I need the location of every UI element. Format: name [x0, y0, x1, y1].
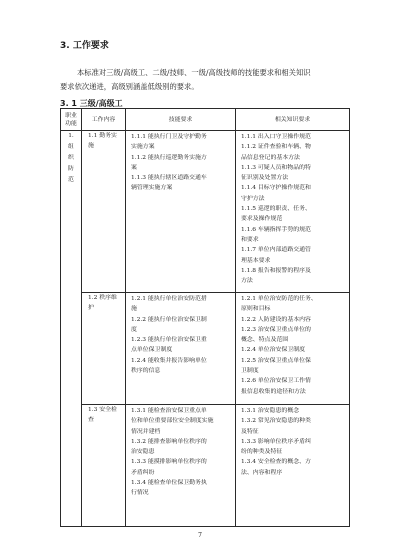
cell-line: 1.1.1 出入口守卫操作规范	[241, 134, 311, 140]
subsection-heading: 3. 1 三级/高级工	[60, 99, 123, 108]
cell-line: 原则和目标	[241, 306, 271, 313]
cell-line: 纷的种类及特征	[241, 449, 283, 456]
cell-line: 1.2.1 单位治安防范的任务、	[241, 296, 317, 302]
work-content: 1.3 安全检查	[88, 407, 117, 424]
cell-line: 理基本要求	[241, 257, 271, 264]
function-cell	[61, 131, 82, 527]
knowledge-list	[236, 131, 349, 287]
table-row	[61, 131, 350, 293]
cell-line: 1.2.3 能执行单位治安保卫重	[131, 337, 207, 344]
header-skills: 技能要求	[126, 109, 236, 131]
work-content: 1.1 勤务实施	[88, 133, 117, 150]
cell-line: 1.1.7 单位内部道路交通管	[241, 247, 311, 254]
cell-line: 及特征	[241, 428, 259, 435]
cell-line: 1.1.5 巡逻的职责、任务、	[241, 206, 311, 213]
intro-paragraph-line-1: 本标准对三级/高级工、二级/技师、一级/高级技师的技能要求和相关知识	[77, 68, 311, 77]
cell-line: 1.2.3 治安保卫重点单位的	[241, 326, 311, 333]
cell-line: 1.3.2 能排查影响单位秩序的	[131, 438, 207, 445]
section-heading: 3. 工作要求	[60, 41, 109, 51]
cell-line: 点单位保卫制度	[131, 347, 173, 354]
cell-line: 要求及操作规范	[241, 216, 283, 223]
work-requirements-table	[60, 108, 350, 527]
cell-line: 1.1.3 可疑人员和物品的特	[241, 164, 311, 171]
cell-line: 1.2.2 人防建设的基本内容	[241, 316, 311, 323]
cell-line: 1.3.2 常见治安隐患的种类	[241, 418, 311, 425]
cell-line: 1.2.6 单位治安保卫工作情	[241, 378, 311, 385]
skills-cell	[126, 293, 236, 405]
table-header-row	[61, 109, 350, 131]
skills-cell	[126, 405, 236, 527]
header-content: 工作内容	[82, 109, 126, 131]
cell-line: 辆管理实施方案	[131, 185, 173, 192]
knowledge-cell	[236, 131, 350, 293]
cell-line: 1.3.4 安全检查的概念、方	[241, 459, 311, 466]
cell-line: 施	[131, 306, 137, 313]
skills-cell	[126, 131, 236, 293]
page-number: 7	[198, 532, 202, 539]
skills-list	[126, 405, 235, 500]
cell-line: 1.1.2 能执行巡逻勤务实施方	[131, 154, 207, 161]
skills-list	[126, 293, 235, 377]
knowledge-cell	[236, 293, 350, 405]
cell-line: 矛盾纠纷	[131, 469, 155, 476]
cell-line: 行情况	[131, 490, 149, 497]
cell-line: 概念、特点及范围	[241, 337, 289, 344]
cell-line: 卫制度	[241, 368, 259, 375]
content-cell	[82, 293, 126, 405]
cell-line: 1.3.1 能检查治安保卫重点单	[131, 408, 207, 414]
cell-line: 1.1.4 目标守护操作规范和	[241, 185, 311, 192]
cell-line: 1.1.8 报告和报警的程序及	[241, 267, 311, 274]
cell-line: 情况并建档	[131, 428, 161, 435]
cell-line: 1.3.4 能检查单位保卫勤务执	[131, 480, 207, 487]
cell-line: 守护方法	[241, 195, 265, 202]
function-name: 1.组织防范	[68, 133, 74, 183]
cell-line: 1.1.6 车辆指挥手势的规范	[241, 226, 311, 233]
cell-line: 位和单位重要部位安全制度实施	[131, 418, 214, 425]
table-row	[61, 293, 350, 405]
cell-line: 1.1.2 证件查验和车辆、物	[241, 144, 311, 151]
cell-line: 和要求	[241, 236, 259, 243]
cell-line: 1.2.2 能执行单位治安保卫制	[131, 316, 207, 323]
intro-paragraph-line-2: 要求依次递进，高级别涵盖低级别的要求。	[60, 82, 199, 91]
cell-line: 1.1.1 能执行门卫及守护勤务	[131, 134, 207, 140]
content-cell	[82, 405, 126, 527]
cell-line: 征识别及处置方法	[241, 175, 289, 182]
knowledge-list	[236, 405, 349, 479]
header-knowledge: 相关知识要求	[236, 109, 350, 131]
cell-line: 实施方案	[131, 144, 155, 151]
cell-line: 1.3.3 能摸排影响单位秩序的	[131, 459, 207, 466]
cell-line: 1.2.1 能执行单位治安防范措	[131, 296, 207, 302]
content-cell	[82, 131, 126, 293]
cell-line: 度	[131, 326, 137, 333]
skills-list	[126, 131, 235, 195]
cell-line: 治安隐患	[131, 449, 155, 456]
header-function-line-1: 职业	[65, 112, 77, 119]
cell-line: 方法	[241, 278, 253, 285]
cell-line: 1.1.3 能执行辖区道路交通车	[131, 175, 207, 182]
cell-line: 秩序的信息	[131, 368, 161, 375]
cell-line: 报信息收集的途径和方法	[241, 388, 306, 395]
table-row	[61, 405, 350, 527]
cell-line: 1.3.1 治安隐患的概念	[241, 408, 300, 414]
cell-line: 1.2.4 能收集并报告影响单位	[131, 357, 207, 364]
cell-line: 1.2.4 单位治安保卫制度	[241, 347, 305, 354]
cell-line: 1.3.3 影响单位秩序矛盾纠	[241, 438, 311, 445]
knowledge-cell	[236, 405, 350, 527]
cell-line: 品信息登记的基本方法	[241, 154, 300, 161]
cell-line: 1.2.5 治安保卫重点单位保	[241, 357, 311, 364]
work-content: 1.2 秩序维护	[88, 295, 117, 312]
header-function-line-2: 功能	[65, 120, 77, 127]
knowledge-list	[236, 293, 349, 398]
cell-line: 案	[131, 164, 137, 171]
cell-line: 法、内容和程序	[241, 469, 283, 476]
header-function	[61, 109, 82, 131]
